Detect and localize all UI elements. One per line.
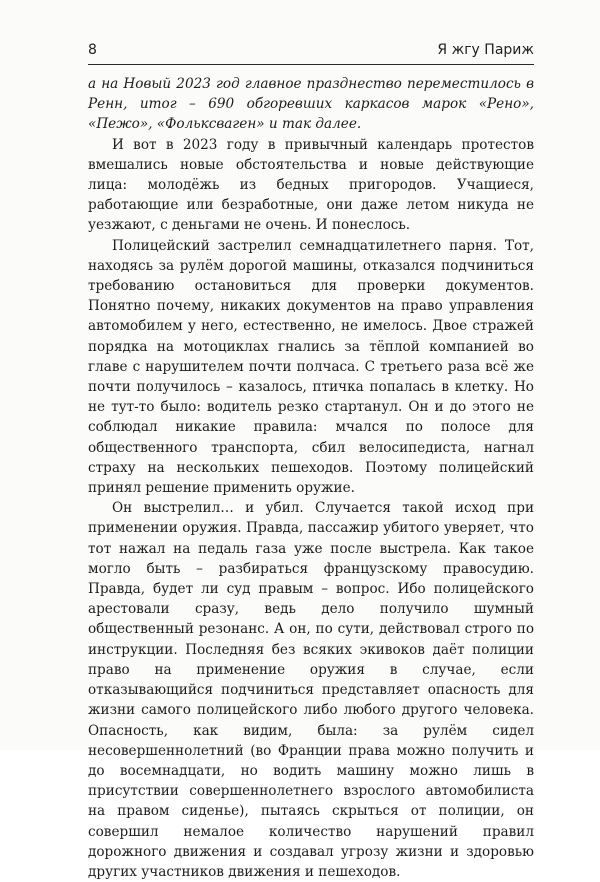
paragraph: Он выстрелил… и убил. Случается такой исход при применении оружия. Правда, пассажир убитого уверяет, что тот нажал на педаль газа уже после выстрела. Как такое могло быть – разбираться французскому правосудию. Правда, будет ли суд правым – вопрос. Ибо полицейского арестовали сразу, ведь дело получило шумный общественный резонанс. А он, по сути, действовал строго по инструкции. Последняя без всяких экивоков даёт полиции право на применение оружия в случае, если отказывающийся подчиниться представляет опасность для жизни самого полицейского либо любого другого человека. Опасность, как видим, была: за рулём сидел несовершеннолетний (во Франции права можно получить и до восемнадцати, но водить машину можно лишь в присутствии совершеннолетнего взрослого автомобилиста на правом сиденье), пытаясь скрыться от полиции, он совершил немалое количество нарушений правил дорожного движения и создавал угрозу жизни и здоровью других участников движения и пешеходов. bbox=[88, 500, 534, 880]
page-number: 8 bbox=[88, 42, 97, 58]
running-header bbox=[88, 40, 534, 65]
body-text bbox=[88, 74, 534, 882]
book-title: Я жгу Париж bbox=[437, 42, 534, 58]
paragraph: Полицейский застрелил семнадцатилетнего парня. Тот, находясь за рулём дорогой машины, отказался подчиниться требованию остановиться для проверки документов. Понятно почему, никаких документов на право управления автомобилем у него, естественно, не имелось. Двое стражей порядка на мотоциклах гнались за тёплой компанией во главе с нарушителем почти полчаса. С третьего раза всё же почти получилось – казалось, птичка попалась в клетку. Но не тут-то было: водитель резко стартанул. Он и до этого не соблюдал никакие правила: мчался по полосе для общественного транспорта, сбил велосипедиста, нагнал страху на нескольких пешеходов. Поэтому полицейский принял решение применить оружие. bbox=[88, 237, 534, 497]
paragraph: И вот в 2023 году в привычный календарь протестов вмешались новые обстоятельства и новые действующие лица: молодёжь из бедных пригородов. Учащиеся, работающие или безработные, они даже летом никуда не уезжают, с деньгами не очень. И понеслось. bbox=[88, 136, 534, 234]
paragraph-continuation: а на Новый 2023 год главное празднество переместилось в Ренн, итог – 690 обгоревших каркасов марок «Рено», «Пежо», «Фольксваген» и так далее. bbox=[88, 76, 534, 133]
